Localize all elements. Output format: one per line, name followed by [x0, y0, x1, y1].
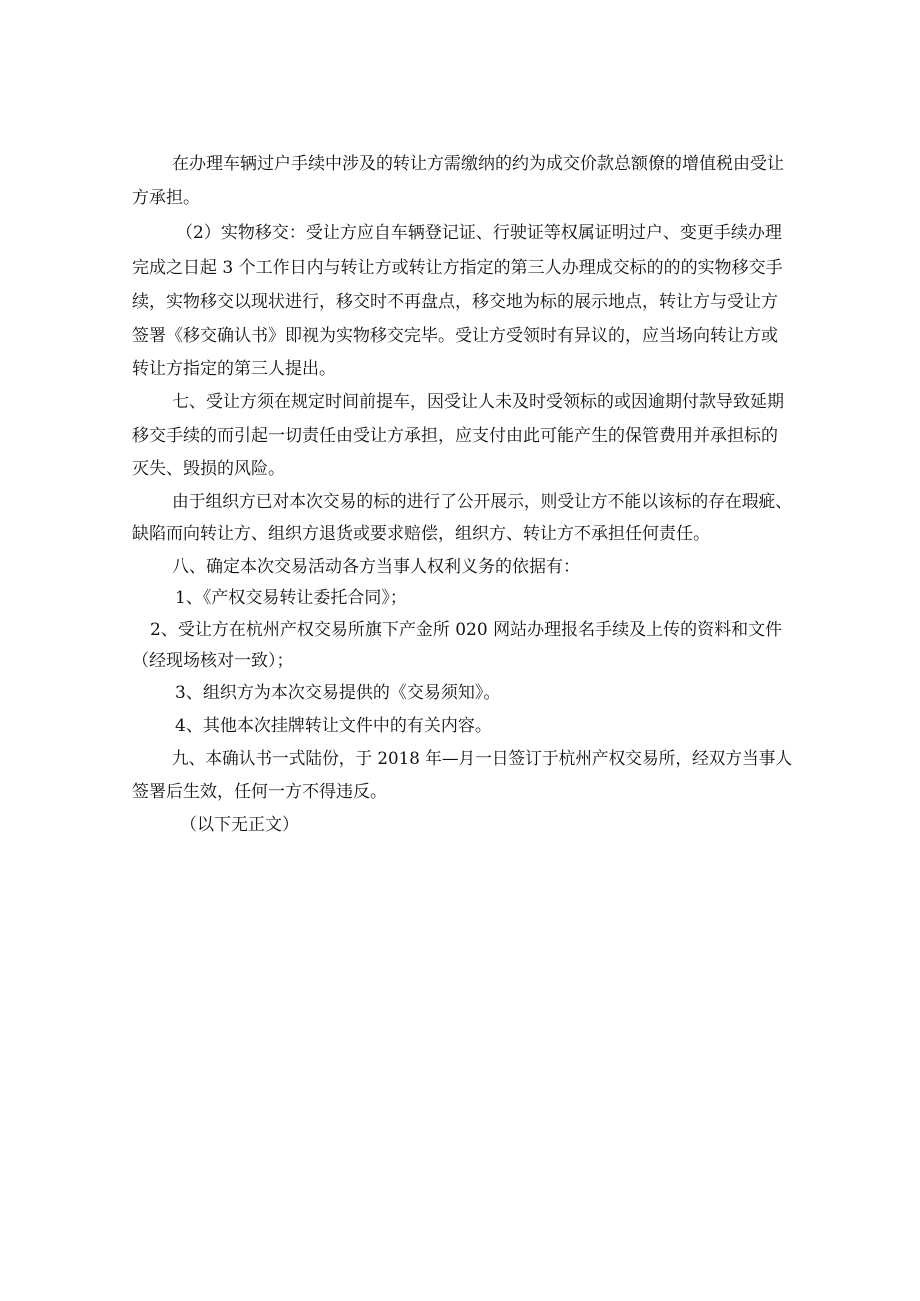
paragraph-line: 4、其他本次挂牌转让文件中的有关内容。	[175, 716, 492, 736]
paragraph-line: （2）实物移交：受让方应自车辆登记证、行驶证等权属证明过户、变更手续办理	[176, 223, 782, 243]
paragraph-line: 签署《移交确认书》即视为实物移交完毕。受让方受领时有异议的，应当场向转让方或	[132, 326, 778, 346]
paragraph-line: 移交手续的而引起一切责任由受让方承担，应支付由此可能产生的保管费用并承担标的	[132, 426, 778, 446]
paragraph-line: 1、《产权交易转让委托合同》；	[175, 588, 407, 608]
paragraph-line: 续，实物移交以现状进行，移交时不再盘点，移交地为标的展示地点，转让方与受让方	[132, 292, 778, 312]
paragraph-line: 3、组织方为本次交易提供的《交易须知》。	[175, 683, 501, 703]
paragraph-line: 七、受让方须在规定时间前提车，因受让人未及时受领标的或因逾期付款导致延期	[172, 392, 784, 412]
paragraph-line: 缺陷而向转让方、组织方退货或要求赔偿，组织方、转让方不承担任何责任。	[132, 524, 710, 544]
paragraph-line: 八、确定本次交易活动各方当事人权利义务的依据有：	[172, 557, 580, 577]
paragraph-line: （以下无正文）	[180, 815, 299, 835]
paragraph-line: 方承担。	[132, 188, 200, 208]
paragraph-line: 完成之日起 3 个工作日内与转让方或转让方指定的第三人办理成交标的的的实物移交手	[132, 258, 783, 278]
paragraph-line: 由于组织方已对本次交易的标的进行了公开展示，则受让方不能以该标的存在瑕疵、	[172, 492, 793, 512]
paragraph-line: 九、本确认书一式陆份，于 2018 年—月一日签订于杭州产权交易所，经双方当事人	[172, 749, 793, 769]
paragraph-line: 灭失、毁损的风险。	[132, 459, 285, 479]
paragraph-line: 在办理车辆过户手续中涉及的转让方需缴纳的约为成交价款总额僚的增值税由受让	[172, 154, 784, 174]
paragraph-line: （经现场核对一致）；	[132, 651, 294, 671]
paragraph-line: 转让方指定的第三人提出。	[132, 359, 336, 379]
paragraph-line: 签署后生效，任何一方不得违反。	[132, 782, 387, 802]
paragraph-line: 2、受让方在杭州产权交易所旗下产金所 020 网站办理报名手续及上传的资料和文件	[150, 620, 783, 640]
